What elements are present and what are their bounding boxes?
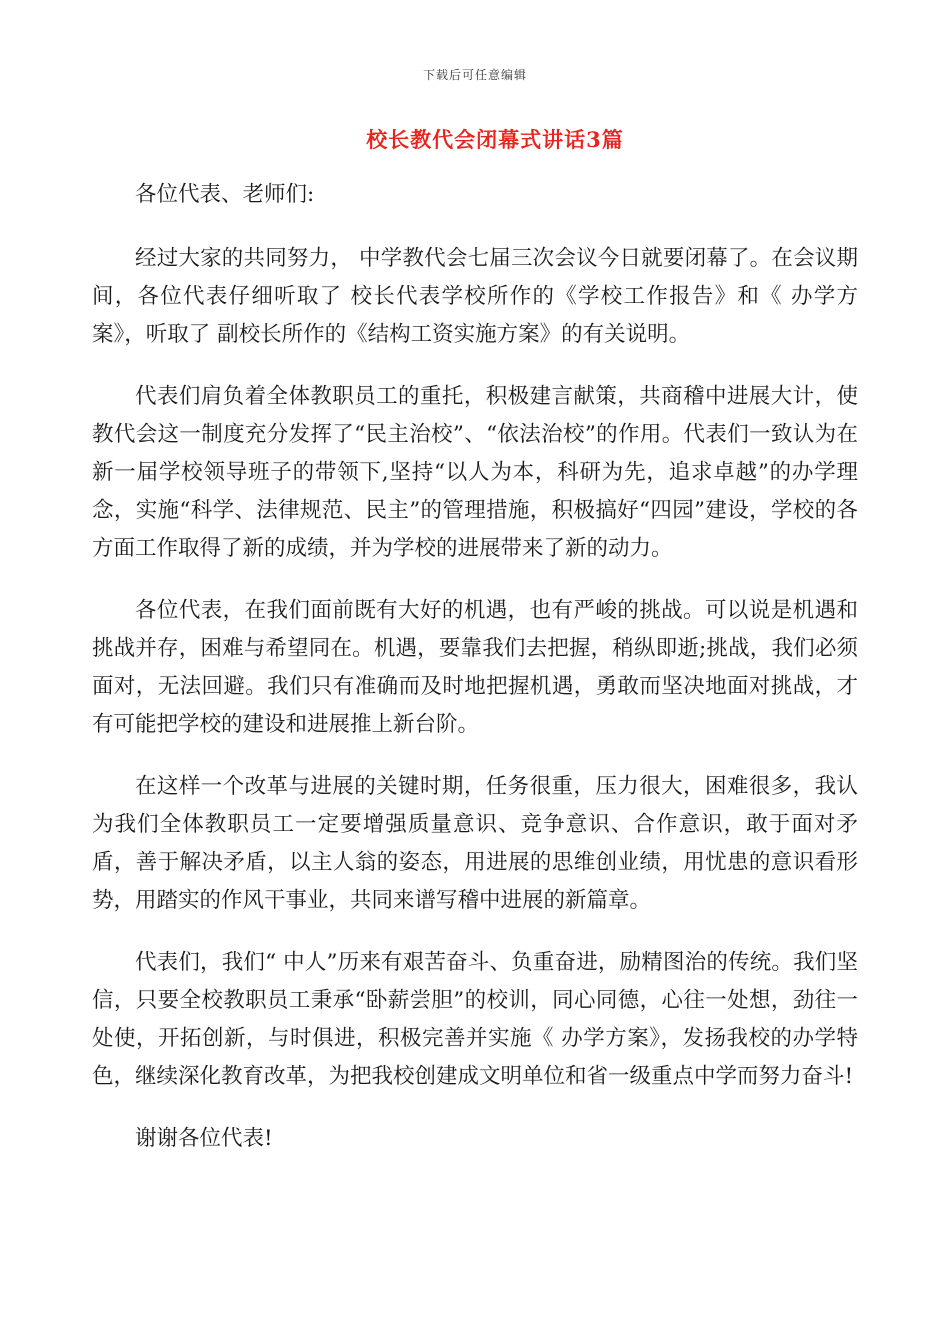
paragraph: 在这样一个改革与进展的关键时期，任务很重，压力很大，困难很多，我认为我们全体教职员工一定要增强质量意识、竞争意识、合作意识，敢于面对矛盾，善于解决矛盾，以主人翁的姿态，用进展的思维创业绩，用忧患的意识看形势，用踏实的作风干事业，共同来谱写稽中进展的新篇章。 xyxy=(92,774,858,913)
paragraph: 代表们肩负着全体教职员工的重托，积极建言献策，共商稽中进展大计，使教代会这一制度充分发挥了“民主治校”、“依法治校”的作用。代表们一致认为在新一届学校领导班子的带领下,坚持“以人为本，科研为先，追求卓越”的办学理念，实施“科学、法律规范、民主”的管理措施，积极搞好“四园”建设，学校的各方面工作取得了新的成绩，并为学校的进展带来了新的动力。 xyxy=(92,384,858,561)
document-body xyxy=(92,176,858,1158)
greeting: 各位代表、老师们: xyxy=(135,182,315,207)
paragraph: 代表们，我们“ 中人”历来有艰苦奋斗、负重奋进，励精图治的传统。我们坚信，只要全校教职员工秉承“卧薪尝胆”的校训，同心同德，心往一处想，劲往一处使，开拓创新，与时俱进，积极完善并实施《 办学方案》，发扬我校的办学特色，继续深化教育改革，为把我校创建成文明单位和省一级重点中学而努力奋斗! xyxy=(92,950,858,1089)
header-note: 下载后可任意编辑 xyxy=(422,68,527,82)
paragraph: 各位代表，在我们面前既有大好的机遇，也有严峻的挑战。可以说是机遇和挑战并存，困难与希望同在。机遇，要靠我们去把握，稍纵即逝;挑战，我们必须面对，无法回避。我们只有准确而及时地把握机遇，勇敢而坚决地面对挑战，才有可能把学校的建设和进展推上新台阶。 xyxy=(92,598,858,737)
document-title: 校长教代会闭幕式讲话3篇 xyxy=(366,127,624,152)
paragraph: 经过大家的共同努力， 中学教代会七届三次会议今日就要闭幕了。在会议期间，各位代表仔细听取了 校长代表学校所作的《学校工作报告》和《 办学方案》，听取了 副校长所作的《结构工资实施方案》的有关说明。 xyxy=(92,246,858,347)
closing-remark: 谢谢各位代表! xyxy=(135,1126,273,1151)
